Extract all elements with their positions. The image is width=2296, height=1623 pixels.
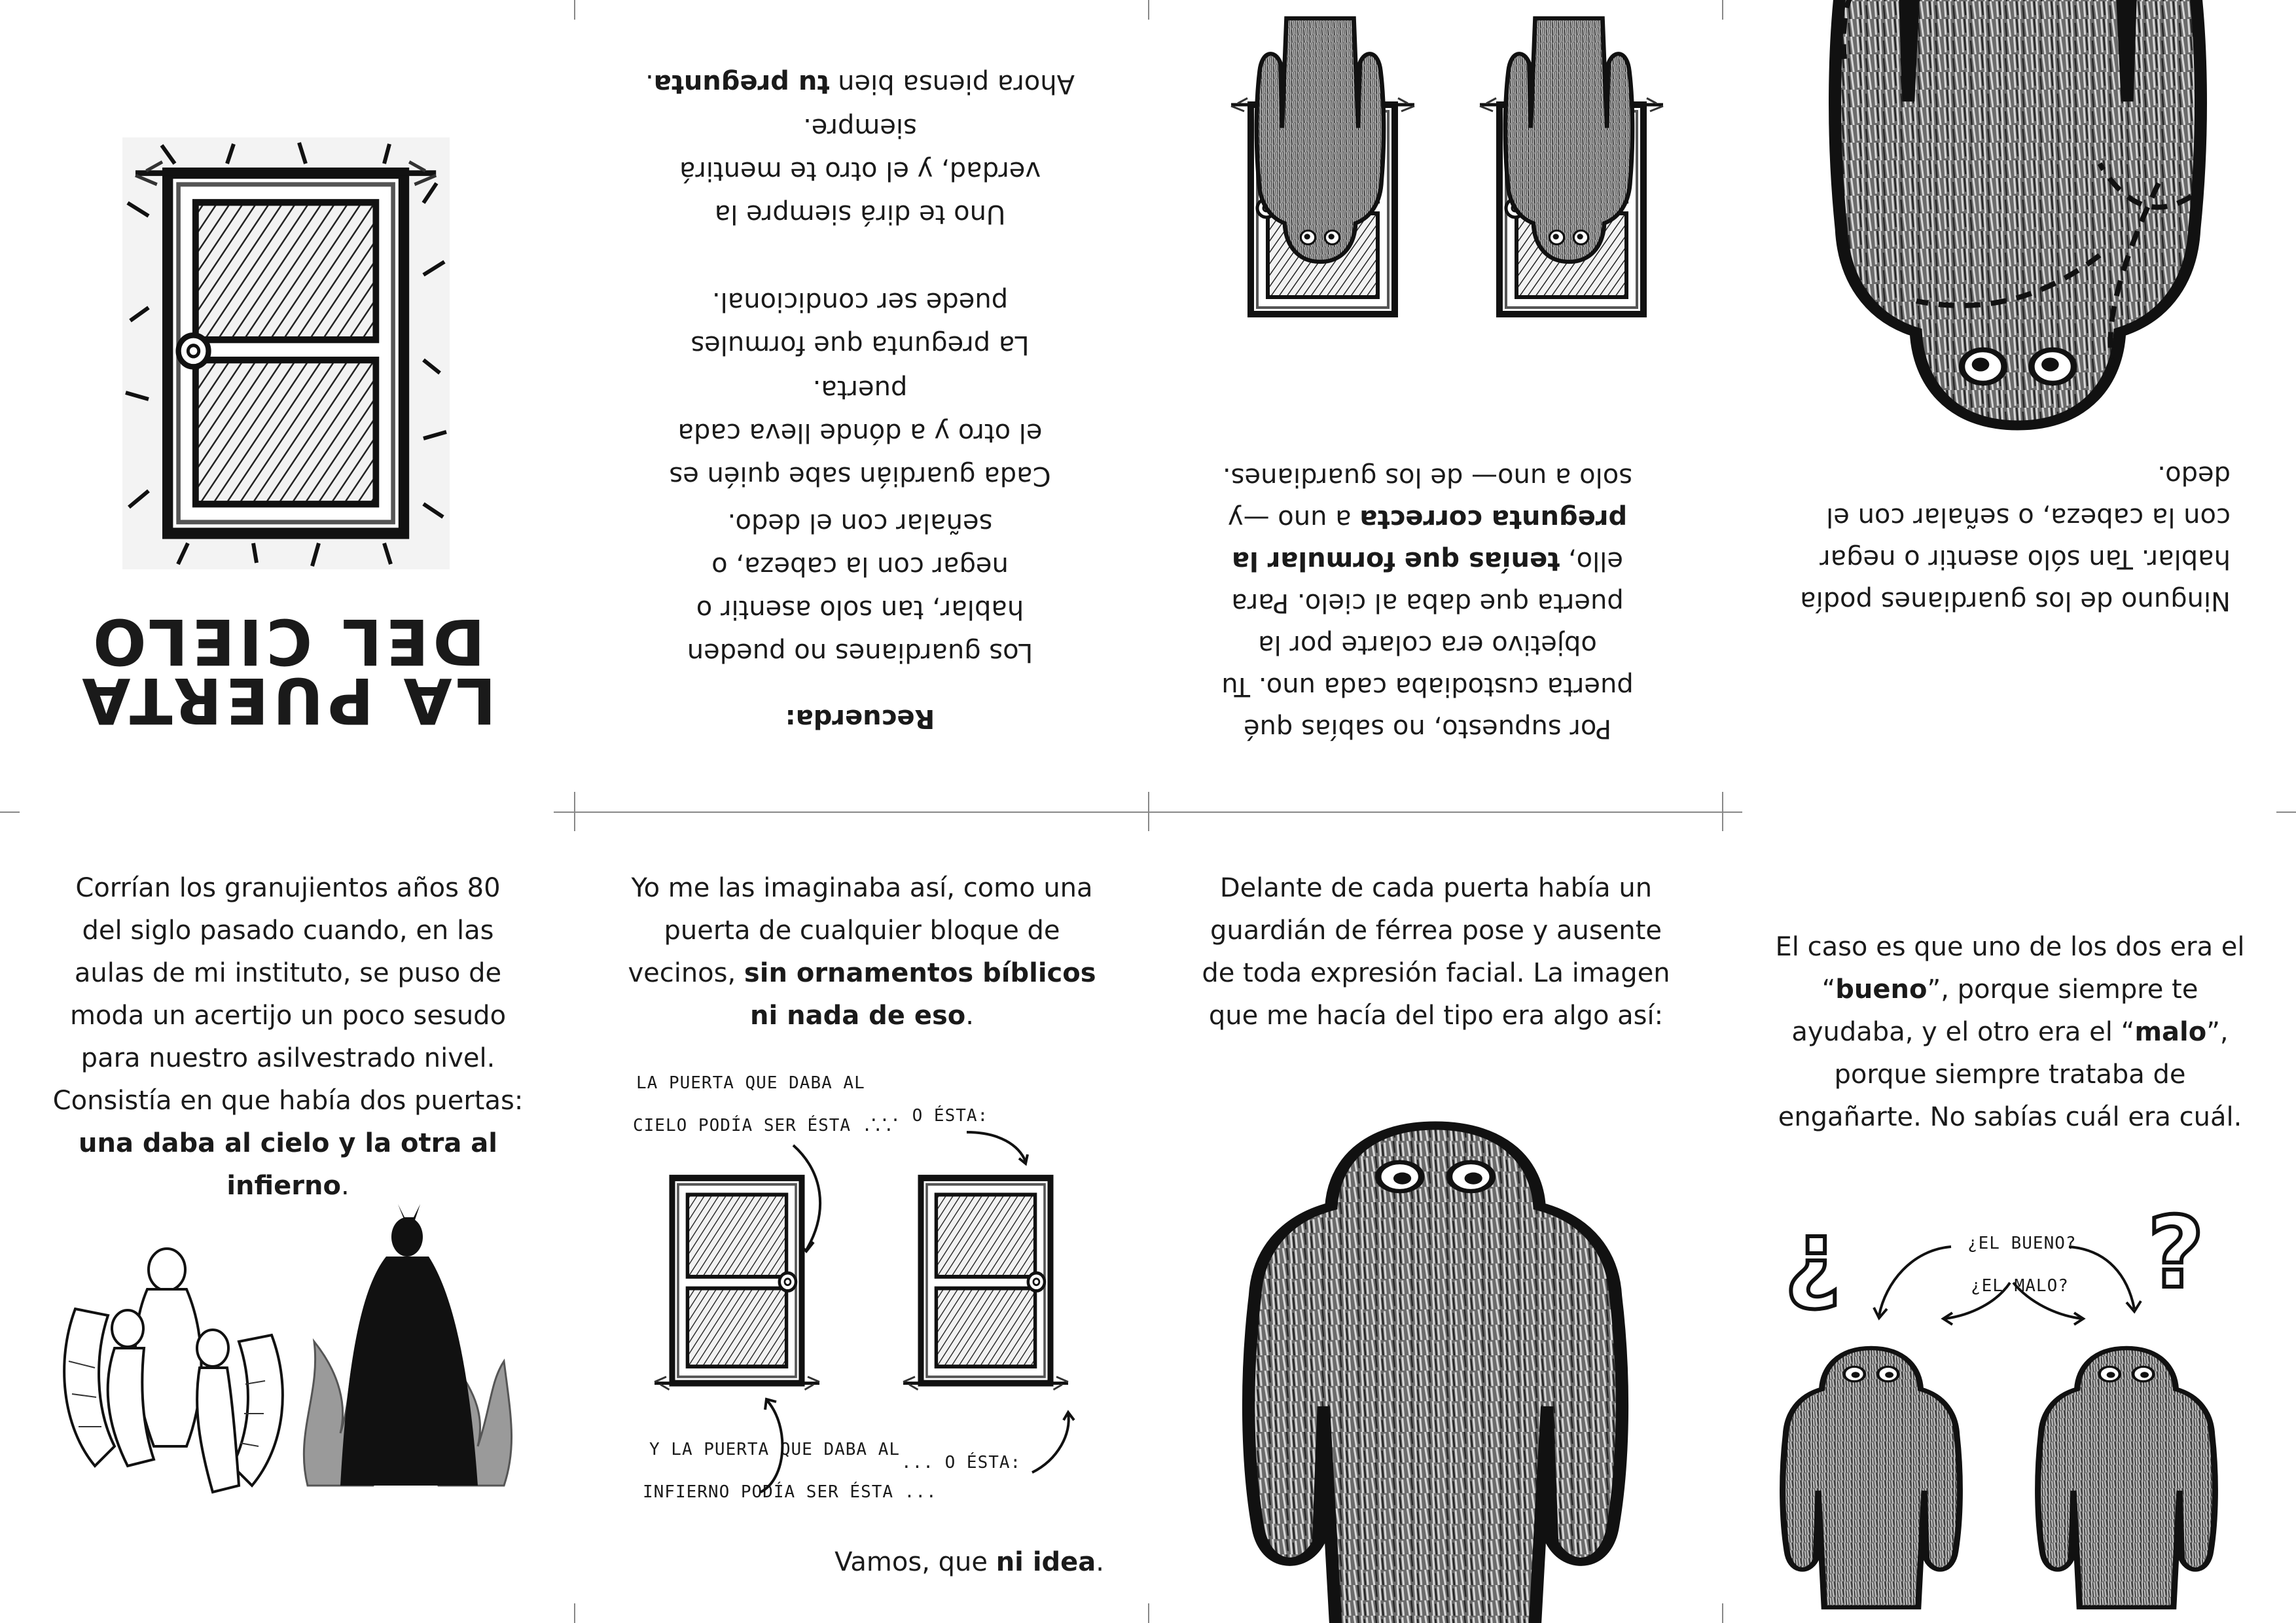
nospeak-text: Ninguno de los guardianes podía hablar. Tan sólo asentir o negar con la cabeza, o señalar con el dedo. (1800, 460, 2231, 616)
angels-illustration (56, 1230, 291, 1505)
cover-title-line1: LA PUERTA (78, 664, 496, 737)
imagine-text: Yo me las imaginaba así, como una puerta de cualquier bloque de vecinos, sin ornamentos bíblicos ni nada de eso. (628, 873, 1096, 1031)
remember-panel (574, 0, 1148, 812)
remember-rule-2: Cada guardián sabe quién es el otro y a dónde lleva cada puerta. (669, 374, 1051, 491)
objective-text: Por supuesto, no sabías qué puerta custodiaba cada uno. Tu objetivo era colarte por la puerta que daba al cielo. Para ello, tenías que formular la pregunta correcta a uno —y solo a uno— de los guardianes. (1221, 462, 1634, 743)
guardian-illustration (1148, 1093, 1722, 1577)
two-doors-illustration (574, 1099, 1148, 1558)
imagine-footer: Vamos, que ni idea. (834, 1547, 1104, 1577)
guardian-text: Delante de cada puerta había un guardián de férrea pose y ausente de toda expresión facial. La imagen que me hacía del tipo era algo así: (1202, 873, 1670, 1031)
guardian-closeup-illustration (1722, 0, 2296, 504)
label-or-this-1: ... O ÉSTA: (869, 1106, 989, 1126)
two-guardians-illustration (1722, 1230, 2296, 1597)
cover-title-line2: DEL CIELO (89, 605, 485, 678)
goodbad-panel (1722, 812, 2296, 1623)
label-bad-guardian: ¿EL MALO? (1971, 1276, 2069, 1296)
label-heaven-door-line2: CIELO PODÍA SER ÉSTA ... (633, 1116, 895, 1135)
heaven-door-illustration (122, 137, 450, 569)
intro-text: Corrían los granujientos años 80 del siglo pasado cuando, en las aulas de mi instituto, se puso de moda un acertijo un poco sesudo para nuestro asilvestrado nivel. Consistía en que había dos puertas: una daba al cielo y la otra al infierno. (52, 873, 524, 1201)
remember-closing: Ahora piensa bien tu pregunta. (645, 69, 1075, 99)
label-heaven-door-line1: LA PUERTA QUE DABA AL (636, 1073, 865, 1093)
objective-panel (1148, 0, 1722, 812)
question-mark-open-icon: ¿ (1784, 1200, 1842, 1313)
remember-heading: Recuerda: (785, 704, 935, 734)
cover-panel (0, 0, 574, 812)
remember-rule-3: La pregunta que formules puede ser condicional. (691, 287, 1030, 360)
devil-flames-illustration (295, 1198, 517, 1499)
guardian-panel (1148, 812, 1722, 1623)
remember-rule-1: Los guardianes no pueden hablar, tan solo asentir o negar con la cabeza, o señalar con el dedo. (687, 508, 1033, 668)
label-or-this-2: ... O ÉSTA: (901, 1453, 1022, 1472)
nospeak-panel (1722, 0, 2296, 812)
guardians-at-doors-illustration (1172, 0, 1696, 471)
label-good-guardian: ¿EL BUENO? (1967, 1234, 2077, 1253)
intro-panel (0, 812, 574, 1623)
remember-rule-4: Uno te dirá siempre la verdad, y el otro te mentirá siempre. (679, 113, 1041, 229)
goodbad-text: El caso es que uno de los dos era el “bueno”, porque siempre te ayudaba, y el otro era el “malo”, porque siempre trataba de engañarte. No sabías cuál era cuál. (1775, 932, 2245, 1132)
label-hell-door-line2: INFIERNO PODÍA SER ÉSTA ... (643, 1482, 937, 1502)
label-hell-door-line1: Y LA PUERTA QUE DABA AL (649, 1440, 901, 1459)
imagine-panel (574, 812, 1148, 1623)
question-mark-close-icon: ? (2147, 1196, 2205, 1310)
